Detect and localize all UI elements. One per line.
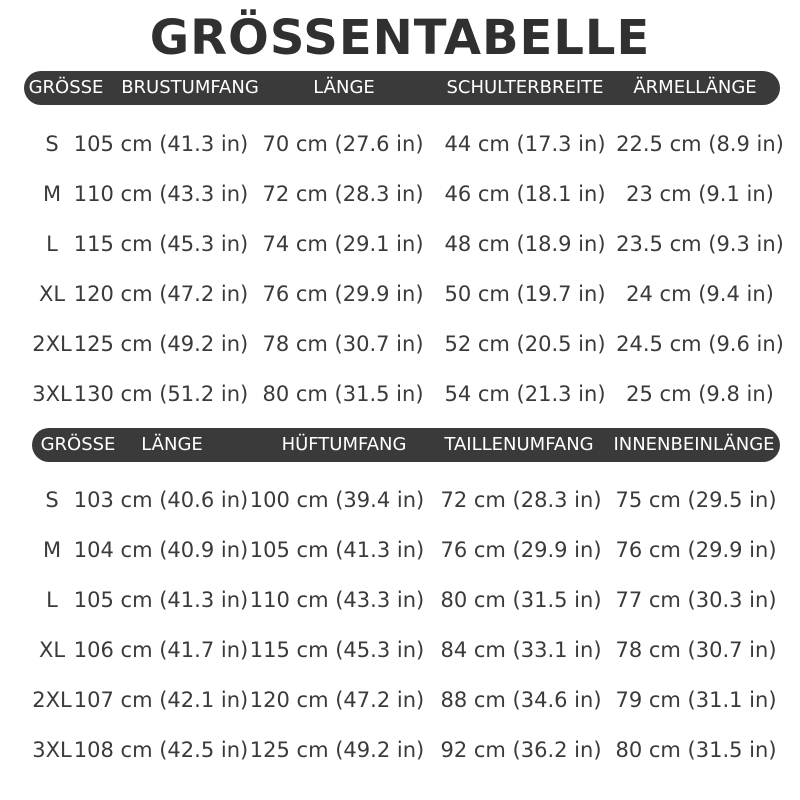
measure-cell: 115 cm (45.3 in)	[249, 638, 425, 662]
measure-cell: 48 cm (18.9 in)	[444, 232, 606, 256]
table-row	[0, 675, 800, 725]
size-cell: 2XL	[32, 688, 72, 712]
measure-cell: 70 cm (27.6 in)	[262, 132, 424, 156]
size-cell: XL	[38, 638, 66, 662]
size-cell: 3XL	[32, 738, 72, 762]
measure-cell: 110 cm (43.3 in)	[73, 182, 249, 206]
measure-cell: 105 cm (41.3 in)	[73, 588, 249, 612]
table-row	[0, 319, 800, 369]
size-cell: 2XL	[32, 332, 72, 356]
measure-cell: 44 cm (17.3 in)	[444, 132, 606, 156]
header-length: LÄNGE	[141, 434, 203, 455]
header-size: GRÖSSE	[28, 77, 104, 98]
measure-cell: 106 cm (41.7 in)	[73, 638, 249, 662]
size-cell: M	[42, 538, 62, 562]
header-waist: TAILLENUMFANG	[444, 434, 594, 455]
measure-cell: 80 cm (31.5 in)	[615, 738, 777, 762]
measure-cell: 125 cm (49.2 in)	[249, 738, 425, 762]
size-cell: L	[46, 588, 58, 612]
table-row	[0, 119, 800, 169]
table-row	[0, 219, 800, 269]
measure-cell: 72 cm (28.3 in)	[440, 488, 602, 512]
header-inseam: INNENBEINLÄNGE	[613, 434, 775, 455]
measure-cell: 52 cm (20.5 in)	[444, 332, 606, 356]
header-sleeve: ÄRMELLÄNGE	[633, 77, 757, 98]
measure-cell: 22.5 cm (8.9 in)	[616, 132, 784, 156]
page-title: GRÖSSENTABELLE	[149, 10, 651, 66]
table-row	[0, 725, 800, 775]
measure-cell: 46 cm (18.1 in)	[444, 182, 606, 206]
header-chest: BRUSTUMFANG	[121, 77, 259, 98]
table-row	[0, 575, 800, 625]
measure-cell: 120 cm (47.2 in)	[249, 688, 425, 712]
size-cell: S	[45, 488, 59, 512]
measure-cell: 77 cm (30.3 in)	[615, 588, 777, 612]
measure-cell: 115 cm (45.3 in)	[73, 232, 249, 256]
measure-cell: 25 cm (9.8 in)	[626, 382, 774, 406]
measure-cell: 84 cm (33.1 in)	[440, 638, 602, 662]
table-row	[0, 269, 800, 319]
measure-cell: 74 cm (29.1 in)	[262, 232, 424, 256]
header-length: LÄNGE	[313, 77, 375, 98]
measure-cell: 24.5 cm (9.6 in)	[616, 332, 784, 356]
size-cell: XL	[38, 282, 66, 306]
measure-cell: 108 cm (42.5 in)	[73, 738, 249, 762]
measure-cell: 107 cm (42.1 in)	[73, 688, 249, 712]
table-row	[0, 475, 800, 525]
table-row	[0, 169, 800, 219]
table-header-bottom	[32, 428, 780, 462]
header-size: GRÖSSE	[40, 434, 116, 455]
measure-cell: 104 cm (40.9 in)	[73, 538, 249, 562]
measure-cell: 125 cm (49.2 in)	[73, 332, 249, 356]
measure-cell: 92 cm (36.2 in)	[440, 738, 602, 762]
measure-cell: 80 cm (31.5 in)	[262, 382, 424, 406]
measure-cell: 103 cm (40.6 in)	[73, 488, 249, 512]
header-shoulder: SCHULTERBREITE	[446, 77, 604, 98]
measure-cell: 79 cm (31.1 in)	[615, 688, 777, 712]
table-row	[0, 525, 800, 575]
size-cell: L	[46, 232, 58, 256]
measure-cell: 24 cm (9.4 in)	[626, 282, 774, 306]
size-cell: 3XL	[32, 382, 72, 406]
measure-cell: 23 cm (9.1 in)	[626, 182, 774, 206]
table-row	[0, 625, 800, 675]
measure-cell: 88 cm (34.6 in)	[440, 688, 602, 712]
measure-cell: 110 cm (43.3 in)	[249, 588, 425, 612]
measure-cell: 78 cm (30.7 in)	[262, 332, 424, 356]
measure-cell: 75 cm (29.5 in)	[615, 488, 777, 512]
measure-cell: 105 cm (41.3 in)	[249, 538, 425, 562]
header-hip: HÜFTUMFANG	[281, 434, 407, 455]
measure-cell: 76 cm (29.9 in)	[615, 538, 777, 562]
measure-cell: 76 cm (29.9 in)	[440, 538, 602, 562]
measure-cell: 105 cm (41.3 in)	[73, 132, 249, 156]
measure-cell: 72 cm (28.3 in)	[262, 182, 424, 206]
measure-cell: 50 cm (19.7 in)	[444, 282, 606, 306]
measure-cell: 23.5 cm (9.3 in)	[616, 232, 784, 256]
size-cell: M	[42, 182, 62, 206]
measure-cell: 76 cm (29.9 in)	[262, 282, 424, 306]
table-row	[0, 369, 800, 419]
measure-cell: 130 cm (51.2 in)	[73, 382, 249, 406]
measure-cell: 80 cm (31.5 in)	[440, 588, 602, 612]
measure-cell: 78 cm (30.7 in)	[615, 638, 777, 662]
measure-cell: 100 cm (39.4 in)	[249, 488, 425, 512]
measure-cell: 54 cm (21.3 in)	[444, 382, 606, 406]
size-cell: S	[45, 132, 59, 156]
measure-cell: 120 cm (47.2 in)	[73, 282, 249, 306]
table-header-top	[24, 71, 780, 105]
